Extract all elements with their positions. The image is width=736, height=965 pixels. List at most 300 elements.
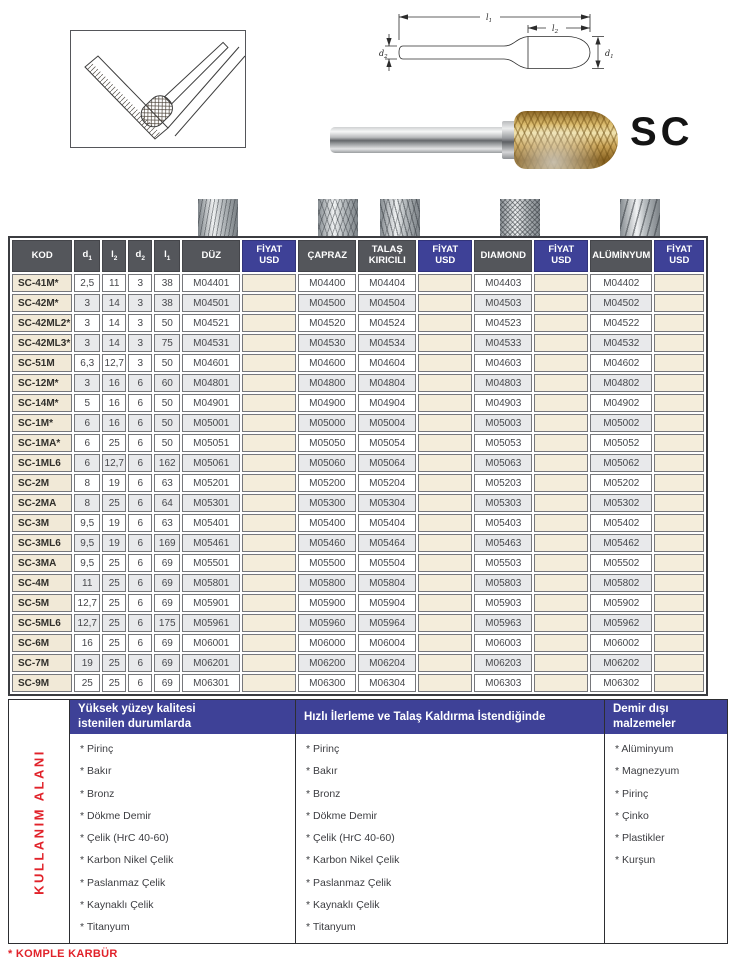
cell-d2: 3 [128, 314, 152, 332]
cell-fiyat-capraz [418, 294, 472, 312]
cell-aluminyum: M05052 [590, 434, 652, 452]
cell-fiyat-diamond [534, 534, 588, 552]
cell-fiyat-aluminyum [654, 494, 704, 512]
table-row [12, 514, 704, 532]
aluminyum-flute-photo-icon [620, 199, 660, 240]
usage-item: * Paslanmaz Çelik [80, 876, 166, 889]
col-header-duz: DÜZ [182, 240, 240, 272]
cell-d1: 8 [74, 474, 100, 492]
cell-capraz: M05900 [298, 594, 356, 612]
cell-fiyat-aluminyum [654, 574, 704, 592]
cell-d1: 12,7 [74, 614, 100, 632]
cell-diamond: M06003 [474, 634, 532, 652]
table-row [12, 614, 704, 632]
cell-fiyat-duz [242, 354, 296, 372]
usage-item: * Bakır [306, 765, 338, 778]
cell-l2: 11 [102, 274, 126, 292]
cell-fiyat-duz [242, 614, 296, 632]
table-row [12, 554, 704, 572]
cell-fiyat-capraz [418, 674, 472, 692]
cell-l1: 64 [154, 494, 180, 512]
cell-diamond: M05063 [474, 454, 532, 472]
cell-fiyat-aluminyum [654, 294, 704, 312]
cell-d2: 6 [128, 434, 152, 452]
cell-l2: 25 [102, 554, 126, 572]
cell-fiyat-aluminyum [654, 654, 704, 672]
cell-l1: 69 [154, 574, 180, 592]
cell-fiyat-aluminyum [654, 634, 704, 652]
cell-diamond: M04403 [474, 274, 532, 292]
usage-item-list [605, 734, 727, 877]
cell-duz: M05301 [182, 494, 240, 512]
table-row [12, 294, 704, 312]
cell-talas-kiricili: M06304 [358, 674, 416, 692]
cell-kod: SC-7M [12, 654, 72, 672]
cell-l1: 162 [154, 454, 180, 472]
cell-d1: 25 [74, 674, 100, 692]
usage-item-list [296, 734, 604, 944]
cell-fiyat-duz [242, 434, 296, 452]
cell-fiyat-diamond [534, 494, 588, 512]
cell-duz: M05001 [182, 414, 240, 432]
cell-d1: 3 [74, 294, 100, 312]
cell-talas-kiricili: M04904 [358, 394, 416, 412]
cell-l2: 19 [102, 514, 126, 532]
cell-d1: 3 [74, 334, 100, 352]
cell-l1: 38 [154, 294, 180, 312]
cell-diamond: M04533 [474, 334, 532, 352]
usage-column-title: Yüksek yüzey kalitesi istenilen durumlarda [70, 700, 295, 734]
cell-fiyat-duz [242, 374, 296, 392]
cell-aluminyum: M04402 [590, 274, 652, 292]
dim-label-d2: $d_2$ [379, 49, 388, 60]
cell-fiyat-aluminyum [654, 354, 704, 372]
cell-l1: 38 [154, 274, 180, 292]
dim-label-l2: $l_2$ [552, 24, 559, 35]
usage-item: * Çinko [615, 809, 649, 822]
cell-talas-kiricili: M04524 [358, 314, 416, 332]
cell-fiyat-diamond [534, 434, 588, 452]
cell-aluminyum: M05962 [590, 614, 652, 632]
cell-d1: 2,5 [74, 274, 100, 292]
cell-l1: 169 [154, 534, 180, 552]
cell-aluminyum: M05802 [590, 574, 652, 592]
cell-fiyat-duz [242, 474, 296, 492]
table-row [12, 654, 704, 672]
cell-fiyat-diamond [534, 394, 588, 412]
cell-talas-kiricili: M04804 [358, 374, 416, 392]
cell-aluminyum: M05002 [590, 414, 652, 432]
cell-duz: M05461 [182, 534, 240, 552]
col-header-fiyat-capraz: FİYAT USD [418, 240, 472, 272]
cell-duz: M04601 [182, 354, 240, 372]
cell-l1: 175 [154, 614, 180, 632]
table-row [12, 434, 704, 452]
cell-fiyat-aluminyum [654, 474, 704, 492]
cell-fiyat-capraz [418, 614, 472, 632]
cell-l2: 25 [102, 574, 126, 592]
cell-duz: M05201 [182, 474, 240, 492]
cell-d2: 6 [128, 474, 152, 492]
cell-fiyat-capraz [418, 414, 472, 432]
cell-l1: 60 [154, 374, 180, 392]
cell-d2: 3 [128, 294, 152, 312]
cell-talas-kiricili: M04404 [358, 274, 416, 292]
cell-aluminyum: M06002 [590, 634, 652, 652]
cell-d2: 6 [128, 494, 152, 512]
cell-kod: SC-6M [12, 634, 72, 652]
cell-l1: 50 [154, 414, 180, 432]
cell-kod: SC-3MA [12, 554, 72, 572]
cell-talas-kiricili: M05064 [358, 454, 416, 472]
col-header-aluminyum: ALÜMİNYUM [590, 240, 652, 272]
cell-capraz: M05800 [298, 574, 356, 592]
cell-d1: 6,3 [74, 354, 100, 372]
cell-l2: 19 [102, 534, 126, 552]
cell-diamond: M04503 [474, 294, 532, 312]
cell-duz: M05501 [182, 554, 240, 572]
cell-capraz: M05300 [298, 494, 356, 512]
cell-talas-kiricili: M05304 [358, 494, 416, 512]
usage-item: * Dökme Demir [306, 809, 378, 822]
usage-item: * Pirinç [80, 743, 114, 755]
cell-d1: 11 [74, 574, 100, 592]
usage-column [605, 699, 728, 944]
burr-in-corner-drawing-icon [71, 31, 245, 147]
cell-d2: 3 [128, 334, 152, 352]
cell-fiyat-aluminyum [654, 594, 704, 612]
cell-duz: M05061 [182, 454, 240, 472]
cell-kod: SC-42ML2* [12, 314, 72, 332]
cell-capraz: M05460 [298, 534, 356, 552]
cell-fiyat-aluminyum [654, 454, 704, 472]
cell-fiyat-diamond [534, 294, 588, 312]
cell-fiyat-duz [242, 314, 296, 332]
cell-kod: SC-14M* [12, 394, 72, 412]
cell-capraz: M06200 [298, 654, 356, 672]
col-header-fiyat-aluminyum: FİYAT USD [654, 240, 704, 272]
cell-fiyat-diamond [534, 334, 588, 352]
table-row [12, 314, 704, 332]
table-row [12, 594, 704, 612]
cell-d2: 6 [128, 654, 152, 672]
col-header-d1: $d_1$ [74, 240, 100, 272]
cell-fiyat-capraz [418, 454, 472, 472]
usage-column [296, 699, 605, 944]
cell-diamond: M05803 [474, 574, 532, 592]
cell-capraz: M04530 [298, 334, 356, 352]
cell-fiyat-aluminyum [654, 314, 704, 332]
cell-talas-kiricili: M04604 [358, 354, 416, 372]
cell-fiyat-duz [242, 334, 296, 352]
col-header-d2: $d_2$ [128, 240, 152, 272]
cell-fiyat-capraz [418, 474, 472, 492]
cell-fiyat-diamond [534, 474, 588, 492]
cell-aluminyum: M04902 [590, 394, 652, 412]
cell-fiyat-diamond [534, 374, 588, 392]
cell-capraz: M04900 [298, 394, 356, 412]
cell-l2: 19 [102, 474, 126, 492]
cell-d2: 3 [128, 274, 152, 292]
diamond-flute-photo-icon [500, 199, 540, 240]
cell-fiyat-diamond [534, 574, 588, 592]
cell-l2: 25 [102, 634, 126, 652]
cell-duz: M05901 [182, 594, 240, 612]
table-row [12, 394, 704, 412]
cell-fiyat-diamond [534, 454, 588, 472]
cell-fiyat-aluminyum [654, 394, 704, 412]
cell-duz: M05051 [182, 434, 240, 452]
cell-aluminyum: M04802 [590, 374, 652, 392]
cell-aluminyum: M04502 [590, 294, 652, 312]
cell-fiyat-diamond [534, 594, 588, 612]
cell-d2: 6 [128, 614, 152, 632]
cell-kod: SC-42M* [12, 294, 72, 312]
cell-fiyat-diamond [534, 514, 588, 532]
cell-fiyat-diamond [534, 634, 588, 652]
cell-d1: 9,5 [74, 534, 100, 552]
cell-d1: 3 [74, 314, 100, 332]
cell-fiyat-diamond [534, 354, 588, 372]
cell-fiyat-duz [242, 554, 296, 572]
cell-duz: M05401 [182, 514, 240, 532]
col-header-fiyat-duz: FİYAT USD [242, 240, 296, 272]
table-body [12, 274, 704, 692]
cell-d2: 6 [128, 674, 152, 692]
cell-talas-kiricili: M05054 [358, 434, 416, 452]
cell-diamond: M05403 [474, 514, 532, 532]
dim-label-d1: $d_1$ [605, 49, 614, 60]
cell-d1: 6 [74, 414, 100, 432]
cell-capraz: M05400 [298, 514, 356, 532]
cell-d2: 6 [128, 554, 152, 572]
table-row [12, 634, 704, 652]
usage-item: * Dökme Demir [80, 809, 152, 822]
usage-item: * Paslanmaz Çelik [306, 876, 392, 889]
cell-capraz: M04800 [298, 374, 356, 392]
usage-item: * Plastikler [615, 832, 665, 845]
usage-item: * Kaynaklı Çelik [306, 899, 380, 912]
col-header-fiyat-diamond: FİYAT USD [534, 240, 588, 272]
table-row [12, 474, 704, 492]
cell-fiyat-duz [242, 294, 296, 312]
cell-l1: 63 [154, 514, 180, 532]
cell-fiyat-duz [242, 514, 296, 532]
dimension-diagram [378, 6, 618, 84]
cell-l2: 25 [102, 654, 126, 672]
duz-flute-photo-icon [198, 199, 238, 240]
cell-l2: 16 [102, 394, 126, 412]
table-row [12, 574, 704, 592]
cell-capraz: M05000 [298, 414, 356, 432]
usage-item: * Pirinç [306, 743, 340, 755]
cell-kod: SC-1MA* [12, 434, 72, 452]
cell-d1: 6 [74, 454, 100, 472]
usage-item-list [70, 734, 295, 944]
usage-item: * Karbon Nikel Çelik [80, 854, 174, 867]
cell-fiyat-aluminyum [654, 554, 704, 572]
cell-d2: 6 [128, 514, 152, 532]
cell-kod: SC-3M [12, 514, 72, 532]
cell-duz: M06301 [182, 674, 240, 692]
cell-l1: 69 [154, 654, 180, 672]
cell-kod: SC-41M* [12, 274, 72, 292]
cell-kod: SC-5M [12, 594, 72, 612]
table-row [12, 334, 704, 352]
cell-d2: 6 [128, 454, 152, 472]
capraz-flute-photo-icon [318, 199, 358, 240]
cell-fiyat-diamond [534, 414, 588, 432]
usage-item: * Titanyum [80, 921, 130, 934]
cell-diamond: M05463 [474, 534, 532, 552]
cell-talas-kiricili: M06204 [358, 654, 416, 672]
cell-d1: 5 [74, 394, 100, 412]
cell-duz: M06201 [182, 654, 240, 672]
table-row [12, 674, 704, 692]
usage-item: * Titanyum [306, 921, 356, 934]
cell-aluminyum: M04602 [590, 354, 652, 372]
cell-talas-kiricili: M05464 [358, 534, 416, 552]
cell-l1: 50 [154, 394, 180, 412]
cell-d2: 6 [128, 574, 152, 592]
usage-section [8, 699, 728, 944]
cell-aluminyum: M05902 [590, 594, 652, 612]
cell-talas-kiricili: M05004 [358, 414, 416, 432]
footnote: * KOMPLE KARBÜR [8, 948, 118, 960]
cell-kod: SC-5ML6 [12, 614, 72, 632]
cell-talas-kiricili: M05504 [358, 554, 416, 572]
cell-diamond: M05903 [474, 594, 532, 612]
usage-item: * Alüminyum [615, 743, 674, 755]
cell-l2: 14 [102, 294, 126, 312]
cell-l1: 69 [154, 554, 180, 572]
usage-item: * Bakır [80, 765, 112, 778]
cell-capraz: M04500 [298, 294, 356, 312]
cell-fiyat-aluminyum [654, 534, 704, 552]
cell-l1: 50 [154, 314, 180, 332]
cell-fiyat-duz [242, 414, 296, 432]
cell-fiyat-capraz [418, 514, 472, 532]
series-code: SC [630, 110, 694, 154]
cell-l2: 14 [102, 334, 126, 352]
cell-d1: 19 [74, 654, 100, 672]
cell-l1: 50 [154, 434, 180, 452]
col-header-capraz: ÇAPRAZ [298, 240, 356, 272]
cell-diamond: M05503 [474, 554, 532, 572]
cell-aluminyum: M04532 [590, 334, 652, 352]
col-header-kod: KOD [12, 240, 72, 272]
cell-aluminyum: M05402 [590, 514, 652, 532]
cell-l1: 63 [154, 474, 180, 492]
usage-side-cell [8, 699, 70, 944]
application-drawing [70, 30, 246, 148]
cell-capraz: M06000 [298, 634, 356, 652]
cell-fiyat-capraz [418, 314, 472, 332]
cell-capraz: M04600 [298, 354, 356, 372]
cell-l2: 14 [102, 314, 126, 332]
cell-fiyat-duz [242, 394, 296, 412]
cell-diamond: M06303 [474, 674, 532, 692]
cell-duz: M06001 [182, 634, 240, 652]
cell-l2: 25 [102, 494, 126, 512]
cell-l2: 25 [102, 594, 126, 612]
cell-l1: 69 [154, 594, 180, 612]
cell-fiyat-capraz [418, 494, 472, 512]
cell-talas-kiricili: M05804 [358, 574, 416, 592]
cell-duz: M05801 [182, 574, 240, 592]
col-header-l1: $l_1$ [154, 240, 180, 272]
cell-capraz: M05060 [298, 454, 356, 472]
cell-fiyat-diamond [534, 674, 588, 692]
cell-d2: 6 [128, 374, 152, 392]
cell-talas-kiricili: M06004 [358, 634, 416, 652]
cell-talas-kiricili: M05964 [358, 614, 416, 632]
cell-fiyat-capraz [418, 354, 472, 372]
cell-diamond: M05303 [474, 494, 532, 512]
cell-d2: 3 [128, 354, 152, 372]
col-header-l2: $l_2$ [102, 240, 126, 272]
cell-fiyat-aluminyum [654, 514, 704, 532]
product-table [10, 238, 706, 694]
cell-l2: 16 [102, 414, 126, 432]
cell-l1: 75 [154, 334, 180, 352]
cell-kod: SC-3ML6 [12, 534, 72, 552]
cell-aluminyum: M05302 [590, 494, 652, 512]
table-row [12, 454, 704, 472]
cell-fiyat-diamond [534, 614, 588, 632]
cell-fiyat-capraz [418, 534, 472, 552]
cell-duz: M04901 [182, 394, 240, 412]
tool-head [514, 111, 618, 169]
cell-l2: 12,7 [102, 354, 126, 372]
usage-item: * Bronz [80, 787, 115, 800]
cell-fiyat-capraz [418, 274, 472, 292]
usage-item: * Kaynaklı Çelik [80, 899, 154, 912]
cell-fiyat-diamond [534, 554, 588, 572]
cell-aluminyum: M06302 [590, 674, 652, 692]
cell-fiyat-duz [242, 654, 296, 672]
cell-fiyat-capraz [418, 334, 472, 352]
cell-fiyat-aluminyum [654, 274, 704, 292]
cell-aluminyum: M06202 [590, 654, 652, 672]
table-row [12, 494, 704, 512]
cell-d1: 6 [74, 434, 100, 452]
cell-duz: M04801 [182, 374, 240, 392]
cell-d2: 6 [128, 534, 152, 552]
cell-duz: M04531 [182, 334, 240, 352]
cell-kod: SC-1M* [12, 414, 72, 432]
cell-capraz: M05050 [298, 434, 356, 452]
table-row [12, 374, 704, 392]
cell-diamond: M06203 [474, 654, 532, 672]
col-header-diamond: DIAMOND [474, 240, 532, 272]
cell-fiyat-duz [242, 494, 296, 512]
table-header-row [12, 240, 704, 272]
cell-capraz: M05500 [298, 554, 356, 572]
usage-item: * Kurşun [615, 854, 656, 867]
usage-item: * Magnezyum [615, 765, 680, 778]
cell-capraz: M04520 [298, 314, 356, 332]
cell-d1: 12,7 [74, 594, 100, 612]
cell-duz: M05961 [182, 614, 240, 632]
usage-item: * Bronz [306, 787, 341, 800]
cell-d2: 6 [128, 594, 152, 612]
cell-talas-kiricili: M04534 [358, 334, 416, 352]
dim-label-l1: $l_1$ [486, 13, 493, 24]
cell-fiyat-capraz [418, 594, 472, 612]
product-table-wrap [8, 236, 708, 696]
cell-aluminyum: M05062 [590, 454, 652, 472]
